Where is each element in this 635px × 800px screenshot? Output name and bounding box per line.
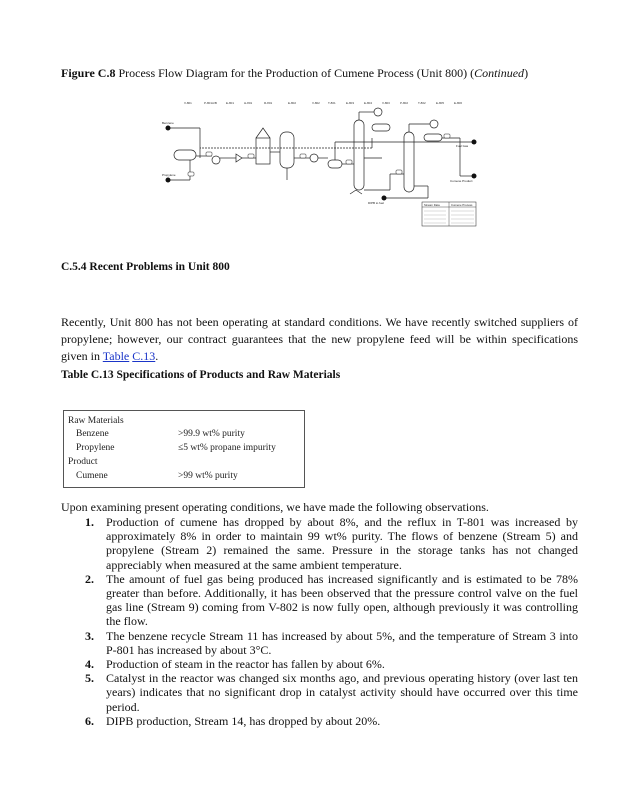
svg-text:H-801: H-801 bbox=[244, 101, 253, 105]
list-item bbox=[61, 671, 578, 714]
table-link[interactable]: Table bbox=[102, 349, 130, 363]
row-name: Benzene bbox=[76, 429, 109, 439]
vessel-v801 bbox=[174, 150, 196, 160]
stream-label-benzene: Benzene bbox=[162, 121, 174, 125]
item-text: Production of cumene has dropped by about 8%, and the reflux in T-801 was increased by approximately 8% in order to maintain 99 wt% purity. The flows of benzene (Stream 5) and propylene (Stream 2) remained the same. Pressure in the storage tanks has not changed appreciably when measured at the same ambient temperature. bbox=[106, 515, 578, 572]
column-t802 bbox=[404, 132, 414, 192]
svg-text:E-803: E-803 bbox=[346, 101, 355, 105]
item-number: 5. bbox=[85, 671, 94, 686]
pump-p801 bbox=[212, 156, 220, 164]
item-number: 1. bbox=[85, 515, 94, 529]
list-item bbox=[61, 629, 578, 657]
paragraph-text: Recently, Unit 800 has not been operating at standard conditions. We have recently switched suppliers of propylene; however, our contract guarantees that the new propylene feed will be within specifications given in bbox=[61, 315, 578, 363]
process-flow-diagram bbox=[160, 98, 480, 228]
stream-label-cumene-product: Cumene Product bbox=[450, 179, 473, 183]
figure-caption-close: ) bbox=[524, 66, 529, 80]
list-item bbox=[61, 515, 578, 572]
heater-h801 bbox=[256, 138, 270, 164]
table-row bbox=[76, 442, 316, 455]
svg-text:V-802: V-802 bbox=[312, 101, 320, 105]
legend-title-1: Stream Data bbox=[424, 203, 440, 207]
table-heading: Table C.13 Specifications of Products and Raw Materials bbox=[61, 369, 341, 381]
item-number: 4. bbox=[85, 657, 94, 672]
item-text: Production of steam in the reactor has fallen by about 6%. bbox=[106, 657, 385, 672]
intro-paragraph bbox=[61, 314, 578, 365]
list-item bbox=[61, 572, 578, 629]
svg-text:E-805: E-805 bbox=[436, 101, 445, 105]
svg-text:P-802: P-802 bbox=[400, 101, 409, 105]
svg-text:P-801A/B: P-801A/B bbox=[204, 101, 217, 105]
reactor-r801 bbox=[280, 132, 294, 168]
item-number: 6. bbox=[85, 713, 94, 728]
table-row bbox=[76, 470, 316, 483]
row-spec: ≤5 wt% propane impurity bbox=[178, 443, 276, 453]
row-name: Propylene bbox=[76, 443, 115, 453]
product-label: Product bbox=[68, 457, 98, 467]
equipment-header-labels bbox=[184, 101, 462, 105]
spec-table bbox=[63, 410, 305, 488]
figure-caption-continued: Continued bbox=[474, 66, 525, 80]
svg-text:T-801: T-801 bbox=[328, 101, 336, 105]
svg-text:E-802: E-802 bbox=[288, 101, 297, 105]
paragraph-end: . bbox=[155, 349, 159, 363]
list-item bbox=[61, 657, 578, 671]
item-text: The benzene recycle Stream 11 has increased by about 5%, and the temperature of Stream 3 into P-801 has increased by about 3°C. bbox=[106, 628, 578, 657]
svg-text:E-801: E-801 bbox=[226, 101, 235, 105]
section-heading: C.5.4 Recent Problems in Unit 800 bbox=[61, 261, 230, 273]
observations-intro: Upon examining present operating conditions, we have made the following observations. bbox=[61, 500, 489, 514]
item-text: Catalyst in the reactor was changed six months ago, and previous operating history (over last ten years) indicates that no significant drop in catalyst activity should have occurred over this time period. bbox=[106, 671, 578, 714]
table-row bbox=[76, 428, 316, 441]
svg-text:V-803: V-803 bbox=[382, 101, 390, 105]
svg-text:V-801: V-801 bbox=[184, 101, 192, 105]
svg-text:T-802: T-802 bbox=[418, 101, 426, 105]
table-number-link[interactable]: C.13 bbox=[132, 349, 156, 363]
legend-title-2: Cumene Process bbox=[451, 203, 473, 207]
figure-label: Figure C.8 bbox=[61, 66, 116, 80]
stream-label-fuel-gas: Fuel Gas bbox=[456, 144, 469, 148]
item-text: DIPB production, Stream 14, has dropped by about 20%. bbox=[106, 713, 381, 728]
column-t801 bbox=[354, 120, 364, 190]
figure-caption bbox=[61, 66, 528, 81]
row-name: Cumene bbox=[76, 471, 108, 481]
svg-text:R-801: R-801 bbox=[264, 101, 273, 105]
svg-text:E-804: E-804 bbox=[364, 101, 373, 105]
figure-caption-text: Process Flow Diagram for the Production of Cumene Process (Unit 800) ( bbox=[118, 66, 475, 80]
raw-materials-label: Raw Materials bbox=[68, 416, 124, 426]
stream-label-propylene: Propylene bbox=[162, 173, 176, 177]
diagram-legend bbox=[422, 202, 476, 226]
stream-label-dipb: DIPB to fuel bbox=[368, 201, 385, 205]
row-spec: >99 wt% purity bbox=[178, 471, 238, 481]
observations-list bbox=[61, 515, 578, 728]
item-text: The amount of fuel gas being produced has increased significantly and is estimated to be 78% greater than before. Additionally, it has been observed that the pressure control valve on the fuel gas line (Stream 9) coming from V-802 is now fully open, although previously it was controlling the flow. bbox=[106, 571, 578, 629]
item-number: 2. bbox=[85, 571, 94, 586]
svg-text:E-806: E-806 bbox=[454, 101, 463, 105]
row-spec: >99.9 wt% purity bbox=[178, 429, 245, 439]
item-number: 3. bbox=[85, 628, 94, 643]
vessel-v802 bbox=[328, 160, 342, 168]
list-item bbox=[61, 714, 578, 728]
